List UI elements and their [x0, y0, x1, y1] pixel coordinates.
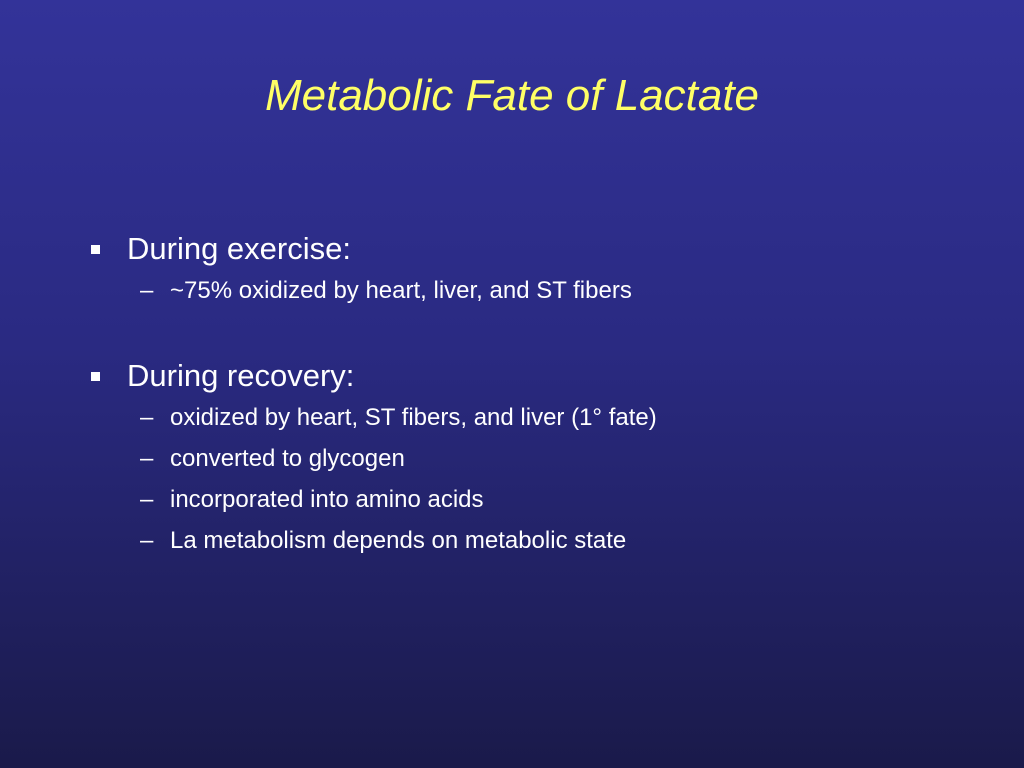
- dash-icon: –: [140, 526, 154, 554]
- sub-item: [140, 270, 966, 311]
- dash-icon: –: [140, 444, 154, 472]
- bullet-during-recovery: [86, 355, 966, 561]
- bullet-text: During exercise:: [127, 231, 351, 266]
- dash-icon: –: [140, 276, 154, 304]
- bullet-text: During recovery:: [127, 358, 355, 393]
- sub-item-text: converted to glycogen: [170, 445, 405, 472]
- sub-item-text: La metabolism depends on metabolic state: [170, 527, 627, 554]
- sub-item: [140, 479, 966, 520]
- sub-item: [140, 438, 966, 479]
- bullet-row: [86, 228, 966, 270]
- sub-item-text: ~75% oxidized by heart, liver, and ST fibers: [170, 277, 632, 304]
- dash-icon: –: [140, 485, 154, 513]
- square-bullet-icon: [91, 372, 100, 381]
- sub-list: [86, 270, 966, 311]
- square-bullet-icon: [91, 245, 100, 254]
- bullet-during-exercise: [86, 228, 966, 311]
- sub-item-text: oxidized by heart, ST fibers, and liver (1° fate): [170, 404, 657, 431]
- sub-item: [140, 397, 966, 438]
- slide-content: [86, 228, 966, 561]
- dash-icon: –: [140, 403, 154, 431]
- bullet-row: [86, 355, 966, 397]
- sub-list: [86, 397, 966, 561]
- slide-title: Metabolic Fate of Lactate: [264, 71, 760, 120]
- sub-item-text: incorporated into amino acids: [170, 486, 484, 513]
- sub-item: [140, 520, 966, 561]
